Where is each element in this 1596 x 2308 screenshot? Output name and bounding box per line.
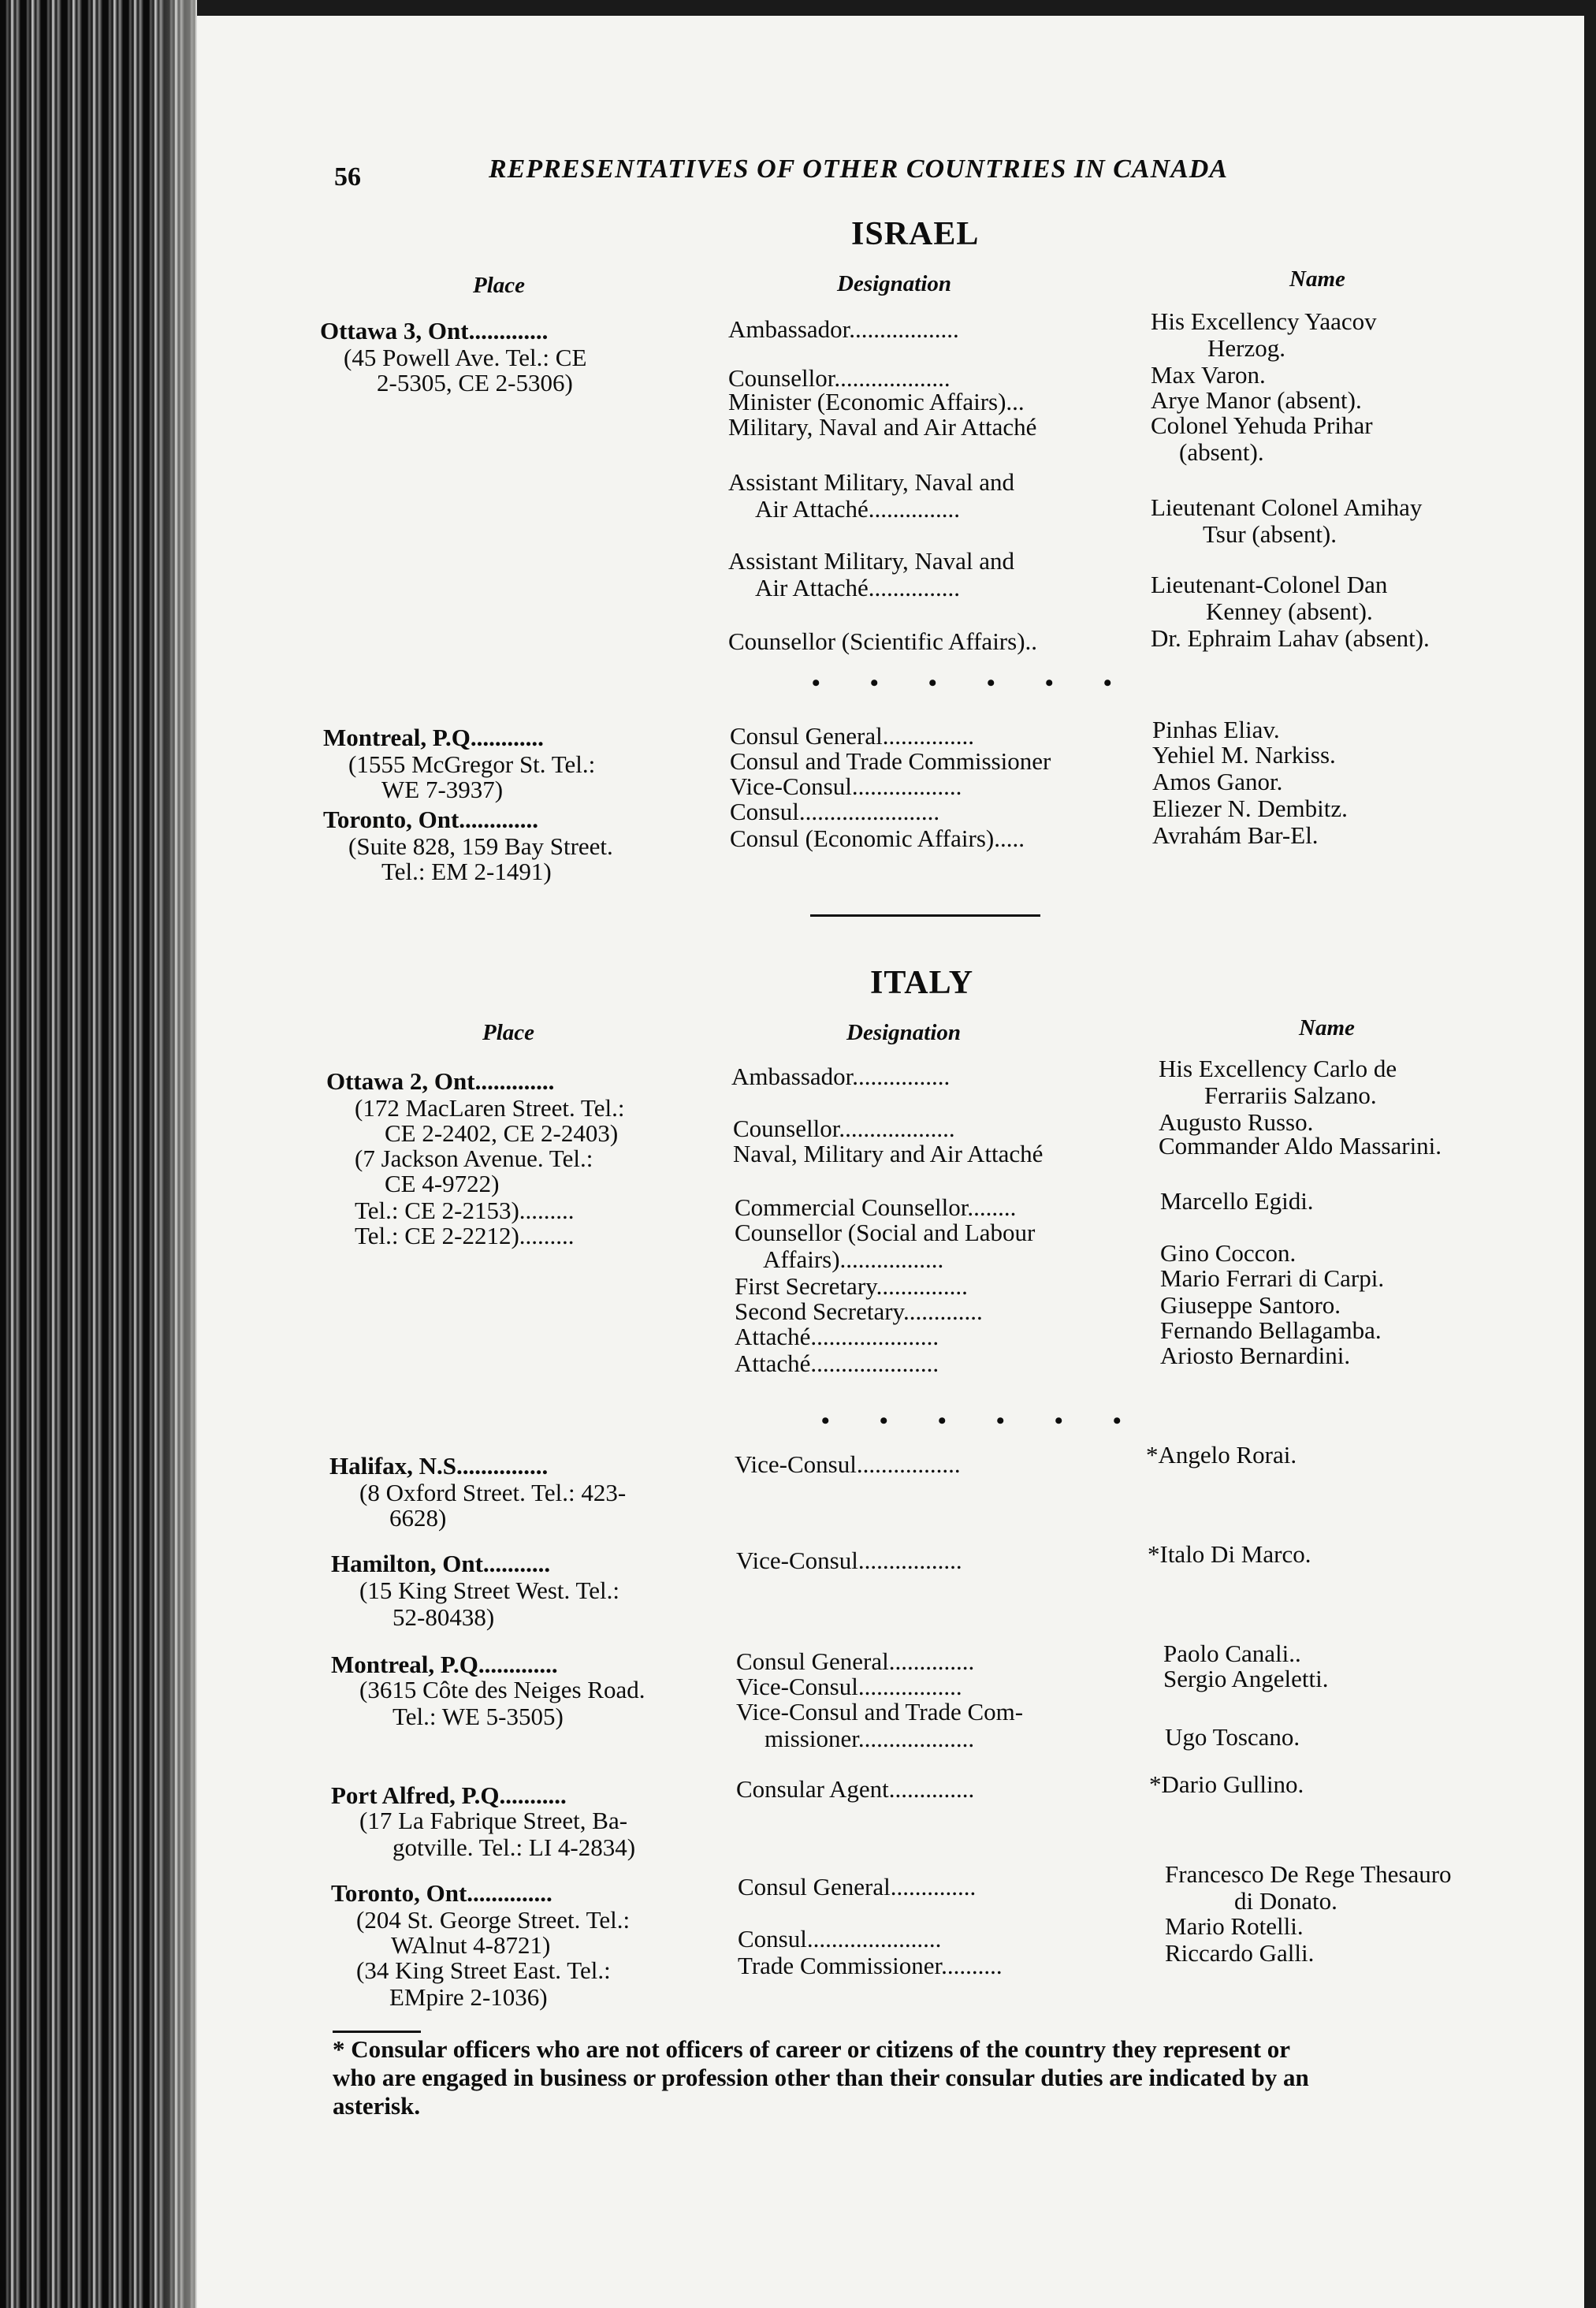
name-line: *Italo Di Marco.: [1148, 1540, 1311, 1568]
name-line: Commander Aldo Massarini.: [1159, 1132, 1442, 1160]
place-line: Ottawa 2, Ont.............: [326, 1067, 555, 1095]
page-number: 56: [334, 162, 361, 192]
designation-line: Air Attaché...............: [755, 574, 961, 601]
designation-line: Consul General...............: [730, 722, 974, 750]
name-line: Francesco De Rege Thesauro: [1165, 1860, 1452, 1888]
name-line: Gino Coccon.: [1160, 1239, 1297, 1267]
designation-line: Ambassador..................: [728, 315, 959, 343]
place-line: EMpire 2-1036): [389, 1983, 548, 2011]
designation-line: Trade Commissioner..........: [738, 1952, 1003, 1979]
place-line: Toronto, Ont.............: [323, 806, 539, 833]
name-line: Tsur (absent).: [1203, 520, 1337, 548]
designation-line: Consul General..............: [736, 1647, 975, 1675]
separator-dots: • • • • • •: [812, 670, 1134, 696]
book-binding-edge: [0, 0, 197, 2308]
name-line: Mario Rotelli.: [1165, 1912, 1304, 1940]
place-line: Halifax, N.S...............: [329, 1452, 549, 1480]
place-line: Toronto, Ont..............: [331, 1879, 552, 1907]
designation-line: Assistant Military, Naval and: [728, 547, 1015, 575]
place-line: 52-80438): [392, 1603, 495, 1631]
designation-line: Consul General..............: [738, 1873, 977, 1900]
name-line: His Excellency Carlo de: [1159, 1055, 1397, 1082]
name-line: Sergio Angeletti.: [1163, 1665, 1329, 1692]
column-header-name: Name: [1299, 1015, 1355, 1040]
name-line: Arye Manor (absent).: [1151, 386, 1362, 414]
place-line: (1555 McGregor St. Tel.:: [348, 750, 596, 778]
place-line: CE 4-9722): [385, 1170, 500, 1197]
designation-line: Ambassador................: [731, 1063, 951, 1090]
name-line: Lieutenant Colonel Amihay: [1151, 493, 1423, 521]
name-line: Paolo Canali..: [1163, 1640, 1301, 1667]
designation-line: Vice-Consul.................: [735, 1450, 961, 1478]
place-line: Montreal, P.Q............: [323, 724, 544, 751]
name-line: Eliezer N. Dembitz.: [1152, 795, 1348, 822]
place-line: Hamilton, Ont...........: [331, 1550, 551, 1577]
designation-line: Consul (Economic Affairs).....: [730, 825, 1025, 852]
running-head: REPRESENTATIVES OF OTHER COUNTRIES IN CANADA: [489, 154, 1229, 184]
place-line: (17 La Fabrique Street, Ba-: [359, 1807, 628, 1834]
designation-line: Naval, Military and Air Attaché: [733, 1140, 1044, 1167]
country-heading-italy: ITALY: [870, 965, 974, 1001]
designation-line: Second Secretary.............: [735, 1297, 983, 1325]
name-line: Herzog.: [1207, 334, 1285, 362]
place-line: (Suite 828, 159 Bay Street.: [348, 832, 613, 860]
country-heading-israel: ISRAEL: [851, 216, 980, 252]
name-line: Colonel Yehuda Prihar: [1151, 411, 1373, 439]
designation-line: Counsellor (Scientific Affairs)..: [728, 627, 1038, 655]
designation-line: Air Attaché...............: [755, 495, 961, 523]
name-line: Mario Ferrari di Carpi.: [1160, 1264, 1385, 1292]
name-line: Augusto Russo.: [1159, 1108, 1314, 1136]
name-line: di Donato.: [1234, 1887, 1337, 1915]
place-line: Tel.: CE 2-2212).........: [355, 1222, 575, 1249]
place-line: Montreal, P.Q.............: [331, 1651, 558, 1678]
place-line: WAlnut 4-8721): [391, 1931, 551, 1959]
designation-line: Commercial Counsellor........: [735, 1193, 1017, 1221]
designation-line: Consul and Trade Commissioner: [730, 747, 1051, 775]
designation-line: Counsellor...................: [728, 364, 951, 392]
place-line: (8 Oxford Street. Tel.: 423-: [359, 1479, 627, 1506]
name-line: Marcello Egidi.: [1160, 1187, 1314, 1215]
place-line: (45 Powell Ave. Tel.: CE: [344, 344, 587, 371]
footnote-line: who are engaged in business or profession other than their consular duties are indicated by an: [333, 2064, 1309, 2091]
designation-line: Counsellor (Social and Labour: [735, 1219, 1036, 1246]
name-line: Pinhas Eliav.: [1152, 716, 1280, 743]
designation-line: Attaché.....................: [735, 1349, 939, 1377]
designation-line: Military, Naval and Air Attaché: [728, 413, 1037, 441]
name-line: Ferrariis Salzano.: [1204, 1081, 1377, 1109]
designation-line: Affairs).................: [763, 1245, 944, 1273]
name-line: Lieutenant-Colonel Dan: [1151, 571, 1388, 598]
designation-line: Vice-Consul..................: [730, 772, 962, 800]
name-line: Ariosto Bernardini.: [1160, 1342, 1351, 1369]
place-line: 2-5305, CE 2-5306): [377, 369, 573, 396]
designation-line: Assistant Military, Naval and: [728, 468, 1015, 496]
place-line: Ottawa 3, Ont.............: [320, 317, 549, 344]
name-line: *Angelo Rorai.: [1146, 1441, 1297, 1469]
designation-line: Vice-Consul.................: [736, 1547, 962, 1574]
place-line: Tel.: EM 2-1491): [381, 858, 552, 885]
name-line: Fernando Bellagamba.: [1160, 1316, 1382, 1344]
place-line: (204 St. George Street. Tel.:: [356, 1906, 631, 1934]
place-line: WE 7-3937): [381, 776, 504, 803]
column-header-designation: Designation: [837, 271, 952, 296]
designation-line: Vice-Consul.................: [736, 1673, 962, 1700]
name-line: (absent).: [1179, 438, 1264, 466]
designation-line: Consul.......................: [730, 798, 940, 825]
name-line: Max Varon.: [1151, 361, 1266, 389]
place-line: Tel.: CE 2-2153).........: [355, 1197, 575, 1224]
name-line: Kenney (absent).: [1206, 597, 1373, 625]
name-line: Amos Ganor.: [1152, 768, 1283, 795]
place-line: (7 Jackson Avenue. Tel.:: [355, 1145, 593, 1172]
place-line: (3615 Côte des Neiges Road.: [359, 1676, 645, 1703]
name-line: Avrahám Bar-El.: [1152, 821, 1319, 849]
footnote-line: * Consular officers who are not officers of career or citizens of the country they represent or: [333, 2035, 1291, 2063]
name-line: Riccardo Galli.: [1165, 1939, 1315, 1967]
place-line: gotville. Tel.: LI 4-2834): [392, 1833, 636, 1861]
designation-line: Consular Agent..............: [736, 1775, 975, 1803]
name-line: Ugo Toscano.: [1165, 1723, 1300, 1751]
column-header-place: Place: [473, 273, 526, 298]
footnote-line: asterisk.: [333, 2092, 421, 2120]
place-line: (15 King Street West. Tel.:: [359, 1577, 619, 1604]
name-line: Dr. Ephraim Lahav (absent).: [1151, 624, 1430, 652]
name-line: *Dario Gullino.: [1149, 1770, 1304, 1798]
place-line: (34 King Street East. Tel.:: [356, 1956, 611, 1984]
designation-line: missioner...................: [765, 1725, 975, 1752]
designation-line: Consul......................: [738, 1925, 942, 1952]
place-line: Port Alfred, P.Q...........: [331, 1781, 567, 1809]
name-line: Yehiel M. Narkiss.: [1152, 741, 1336, 769]
name-line: His Excellency Yaacov: [1151, 307, 1377, 335]
designation-line: First Secretary...............: [735, 1272, 968, 1300]
section-divider-rule: [810, 914, 1040, 917]
place-line: 6628): [389, 1504, 447, 1532]
designation-line: Attaché.....................: [735, 1323, 939, 1350]
place-line: (172 MacLaren Street. Tel.:: [355, 1094, 625, 1122]
designation-line: Vice-Consul and Trade Com-: [736, 1698, 1024, 1725]
separator-dots: • • • • • •: [821, 1408, 1144, 1434]
column-header-place: Place: [482, 1020, 535, 1045]
designation-line: Counsellor...................: [733, 1115, 955, 1142]
place-line: CE 2-2402, CE 2-2403): [385, 1119, 619, 1147]
name-line: Giuseppe Santoro.: [1160, 1291, 1341, 1319]
column-header-name: Name: [1289, 266, 1345, 292]
column-header-designation: Designation: [846, 1020, 962, 1045]
designation-line: Minister (Economic Affairs)...: [728, 388, 1025, 415]
place-line: Tel.: WE 5-3505): [392, 1703, 564, 1730]
footnote-rule: [333, 2031, 421, 2033]
